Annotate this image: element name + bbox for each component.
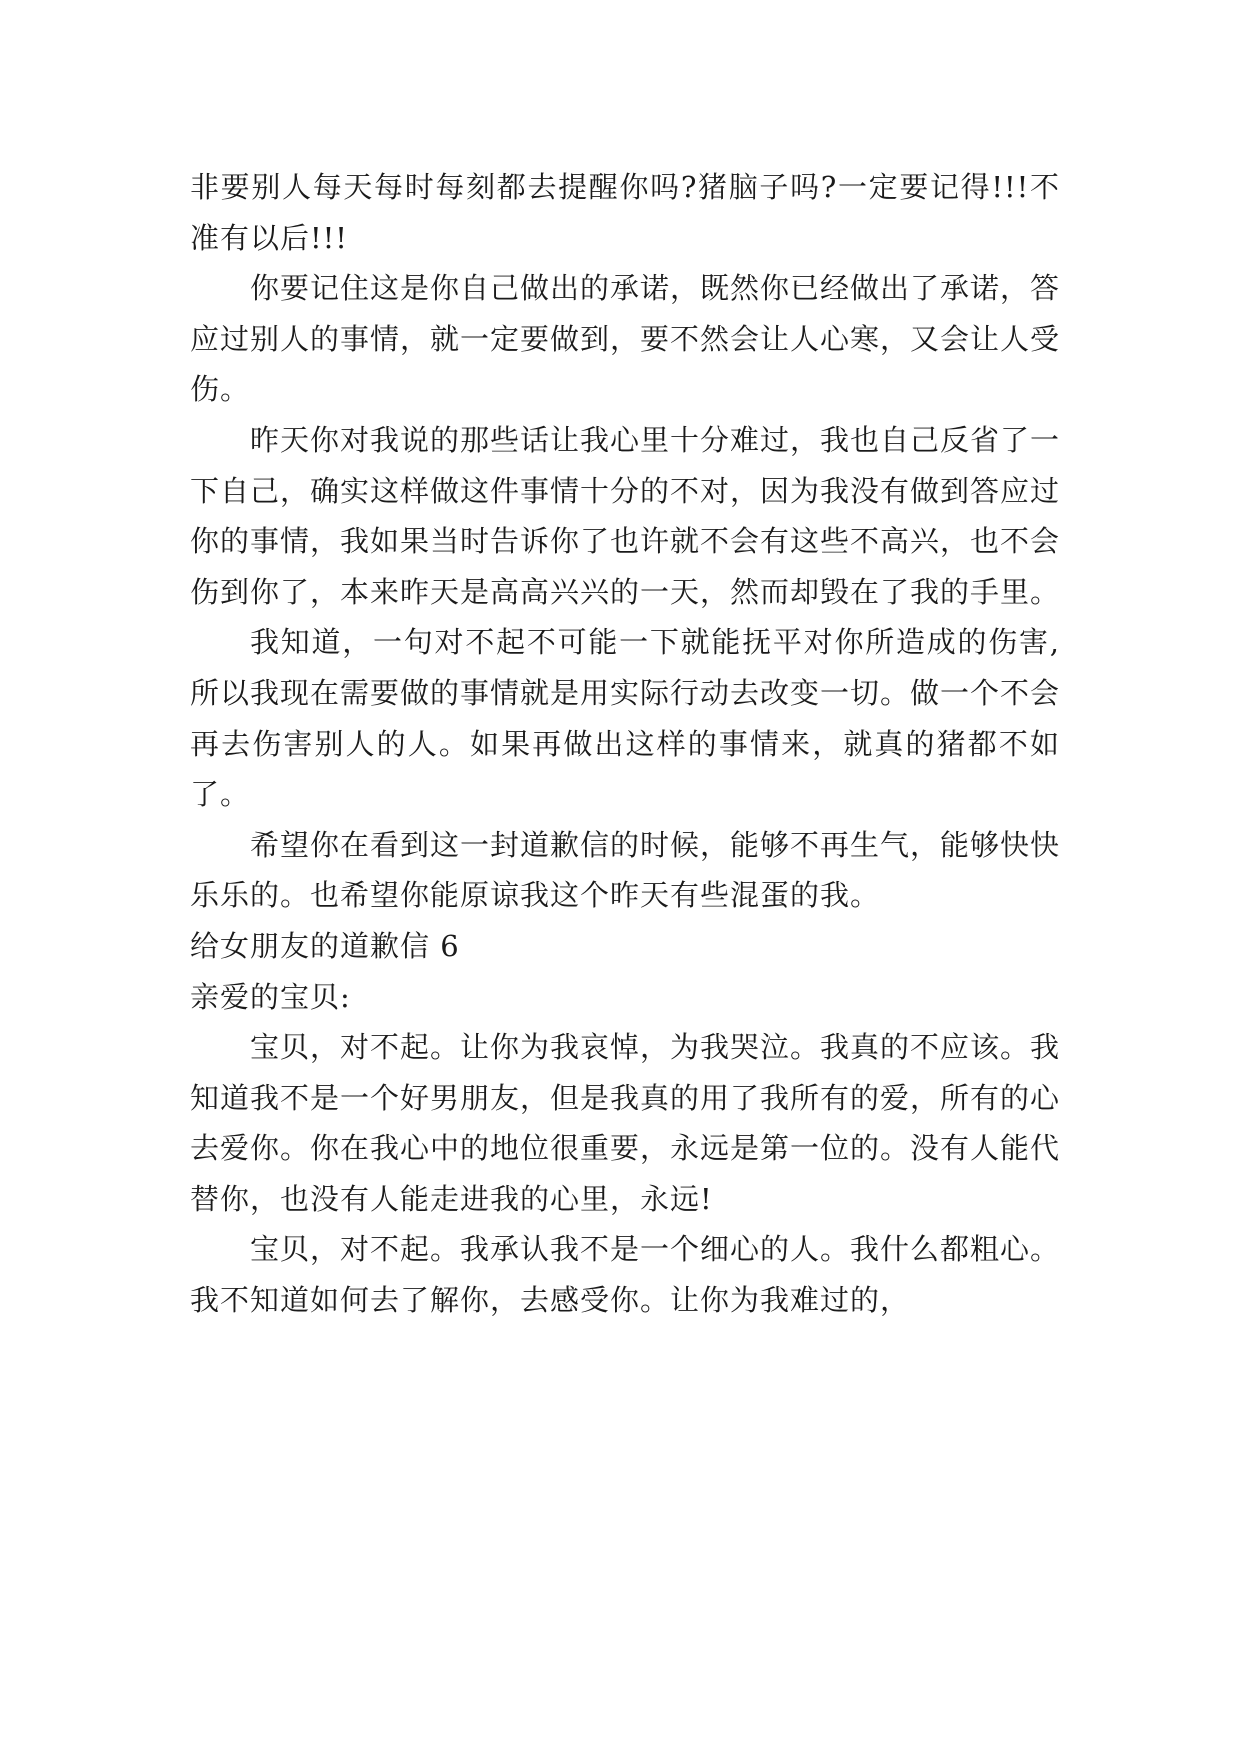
- letter-salutation: 亲爱的宝贝:: [190, 979, 351, 1014]
- paragraph-apology-love: 宝贝，对不起。让你为我哀悼，为我哭泣。我真的不应该。我知道我不是一个好男朋友，但是我真的用了我所有的爱，所有的心去爱你。你在我心中的地位很重要，永远是第一位的。没有人能代替你，也没有人能走进我的心里，永远!: [190, 1030, 1061, 1216]
- document-body: [190, 162, 1060, 1326]
- paragraph-apology-careless: 宝贝，对不起。我承认我不是一个细心的人。我什么都粗心。我不知道如何去了解你，去感受你。让你为我难过的，: [190, 1232, 1061, 1318]
- paragraph-hope: 希望你在看到这一封道歉信的时候，能够不再生气，能够快快乐乐的。也希望你能原谅我这个昨天有些混蛋的我。: [190, 827, 1061, 913]
- section-heading: 给女朋友的道歉信 6: [190, 928, 460, 963]
- paragraph-reflection: 昨天你对我说的那些话让我心里十分难过，我也自己反省了一下自己，确实这样做这件事情十分的不对，因为我没有做到答应过你的事情，我如果当时告诉你了也许就不会有这些不高兴，也不会伤到你了，本来昨天是高高兴兴的一天，然而却毁在了我的手里。: [190, 422, 1061, 609]
- paragraph-action: 我知道，一句对不起不可能一下就能抚平对你所造成的伤害,所以我现在需要做的事情就是用实际行动去改变一切。做一个不会再去伤害别人的人。如果再做出这样的事情来，就真的猪都不如了。: [190, 625, 1061, 812]
- paragraph-promise: 你要记住这是你自己做出的承诺，既然你已经做出了承诺，答应过别人的事情，就一定要做到，要不然会让人心寒，又会让人受伤。: [190, 271, 1061, 407]
- paragraph-reminder: 非要别人每天每时每刻都去提醒你吗?猪脑子吗?一定要记得!!!不准有以后!!!: [190, 170, 1060, 255]
